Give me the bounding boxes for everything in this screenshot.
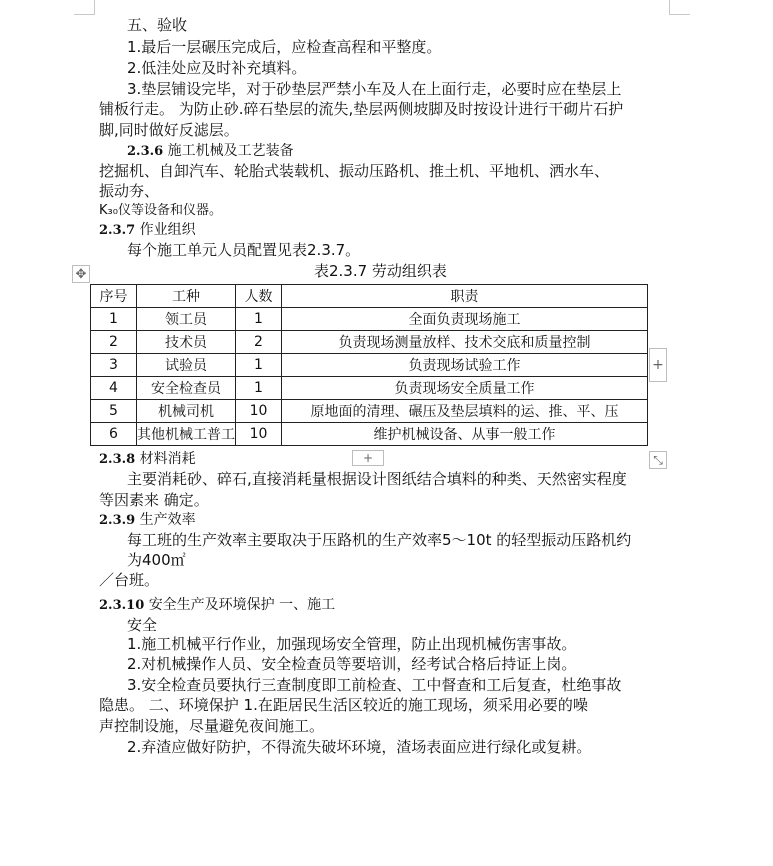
table-cell: 试验员 (137, 354, 236, 377)
equipment-line-1: 挖掘机、自卸汽车、轮胎式装载机、振动压路机、推土机、平地机、洒水车、 (99, 162, 610, 180)
equipment-line-3: K₃₀仪等设备和仪器。 (99, 203, 222, 218)
heading-number: 2.3.8 (99, 452, 136, 467)
safety-line-2: 1.施工机械平行作业，加强现场安全管理，防止出现机械伤害事故。 (127, 635, 577, 653)
materials-line-2: 等因素来 确定。 (99, 491, 209, 509)
table-cell: 负责现场安全质量工作 (282, 377, 648, 400)
table-cell: 1 (91, 308, 137, 331)
table-header-row (91, 285, 648, 308)
section-5-item-3-line-1: 3.垫层铺设完毕，对于砂垫层严禁小车及人在上面行走，必要时应在垫层上 (127, 80, 622, 98)
heading-2-3-6 (127, 141, 294, 162)
safety-line-4: 3.安全检查员要执行三查制度即工前检查、工中督查和工后复查，杜绝事故 (127, 676, 622, 694)
table-intro: 每个施工单元人员配置见表2.3.7。 (127, 241, 361, 259)
table-cell: 领工员 (137, 308, 236, 331)
table-cell: 5 (91, 400, 137, 423)
page-corner-mark-left (74, 0, 95, 15)
add-column-button[interactable]: + (649, 348, 667, 382)
efficiency-line-1: 每工班的生产效率主要取决于压路机的生产效率5～10t 的轻型振动压路机约 (127, 531, 632, 549)
heading-title: 作业组织 (139, 222, 196, 238)
efficiency-line-3: ／台班。 (99, 571, 160, 589)
table-cell: 6 (91, 423, 137, 446)
table-move-handle-icon[interactable]: ✥ (72, 265, 90, 283)
equipment-line-2: 振动夯、 (99, 182, 160, 200)
heading-title: 施工机械及工艺装备 (167, 143, 294, 159)
section-5-item-3-line-2: 铺板行走。 为防止砂.碎石垫层的流失,垫层两侧坡脚及时按设计进行干砌片石护 (99, 100, 624, 118)
heading-number: 2.3.7 (99, 223, 136, 238)
section-5-title: 五、验收 (127, 16, 188, 34)
table-cell: 2 (236, 331, 282, 354)
table-cell: 其他机械工普工 (137, 423, 236, 446)
safety-line-3: 2.对机械操作人员、安全检查员等要培训，经考试合格后持证上岗。 (127, 655, 577, 673)
heading-2-3-8 (99, 449, 196, 470)
table-cell: 2 (91, 331, 137, 354)
table-cell: 负责现场测量放样、技术交底和质量控制 (282, 331, 648, 354)
table-cell: 1 (236, 377, 282, 400)
section-5-item-3-line-3: 脚,同时做好反滤层。 (99, 121, 239, 139)
add-row-button[interactable]: + (352, 450, 384, 466)
header-cell: 序号 (91, 285, 137, 308)
heading-title: 安全生产及环境保护 一、施工 (148, 597, 336, 613)
header-cell: 人数 (236, 285, 282, 308)
heading-number: 2.3.10 (99, 598, 145, 613)
header-cell: 职责 (282, 285, 648, 308)
table-row (91, 308, 648, 331)
table-row (91, 423, 648, 446)
table-row (91, 331, 648, 354)
table-cell: 1 (236, 308, 282, 331)
table-cell: 机械司机 (137, 400, 236, 423)
table-cell: 10 (236, 423, 282, 446)
safety-line-1: 安全 (127, 616, 158, 634)
table-cell: 10 (236, 400, 282, 423)
page-corner-mark-right (669, 0, 690, 15)
heading-title: 材料消耗 (139, 451, 196, 467)
heading-number: 2.3.9 (99, 513, 136, 528)
table-cell: 维护机械设备、从事一般工作 (282, 423, 648, 446)
table-row (91, 354, 648, 377)
heading-2-3-10 (99, 595, 335, 616)
table-resize-handle-icon[interactable]: ⤡ (649, 451, 667, 469)
table-caption: 表2.3.7 劳动组织表 (314, 262, 447, 280)
heading-2-3-9 (99, 510, 196, 531)
safety-line-5: 隐患。 二、环境保护 1.在距居民生活区较近的施工现场，须采用必要的噪 (99, 696, 588, 714)
table-cell: 4 (91, 377, 137, 400)
table-cell: 负责现场试验工作 (282, 354, 648, 377)
table-cell: 全面负责现场施工 (282, 308, 648, 331)
safety-line-7: 2.弃渣应做好防护，不得流失破坏环境，渣场表面应进行绿化或复耕。 (127, 738, 592, 756)
materials-line-1: 主要消耗砂、碎石,直接消耗量根据设计图纸结合填料的种类、天然密实程度 (127, 470, 627, 488)
heading-2-3-7 (99, 220, 196, 241)
table-row (91, 400, 648, 423)
heading-number: 2.3.6 (127, 144, 164, 159)
efficiency-line-2: 为400㎡ (127, 551, 186, 569)
table-row (91, 377, 648, 400)
section-5-item-2: 2.低洼处应及时补充填料。 (127, 59, 307, 77)
header-cell: 工种 (137, 285, 236, 308)
labor-organization-table (90, 284, 648, 446)
table-cell: 安全检查员 (137, 377, 236, 400)
section-5-item-1: 1.最后一层碾压完成后，应检查高程和平整度。 (127, 38, 442, 56)
table-cell: 技术员 (137, 331, 236, 354)
safety-line-6: 声控制设施，尽量避免夜间施工。 (99, 717, 325, 735)
table-cell: 1 (236, 354, 282, 377)
table-cell: 原地面的清理、碾压及垫层填料的运、推、平、压 (282, 400, 648, 423)
table-cell: 3 (91, 354, 137, 377)
heading-title: 生产效率 (139, 512, 196, 528)
